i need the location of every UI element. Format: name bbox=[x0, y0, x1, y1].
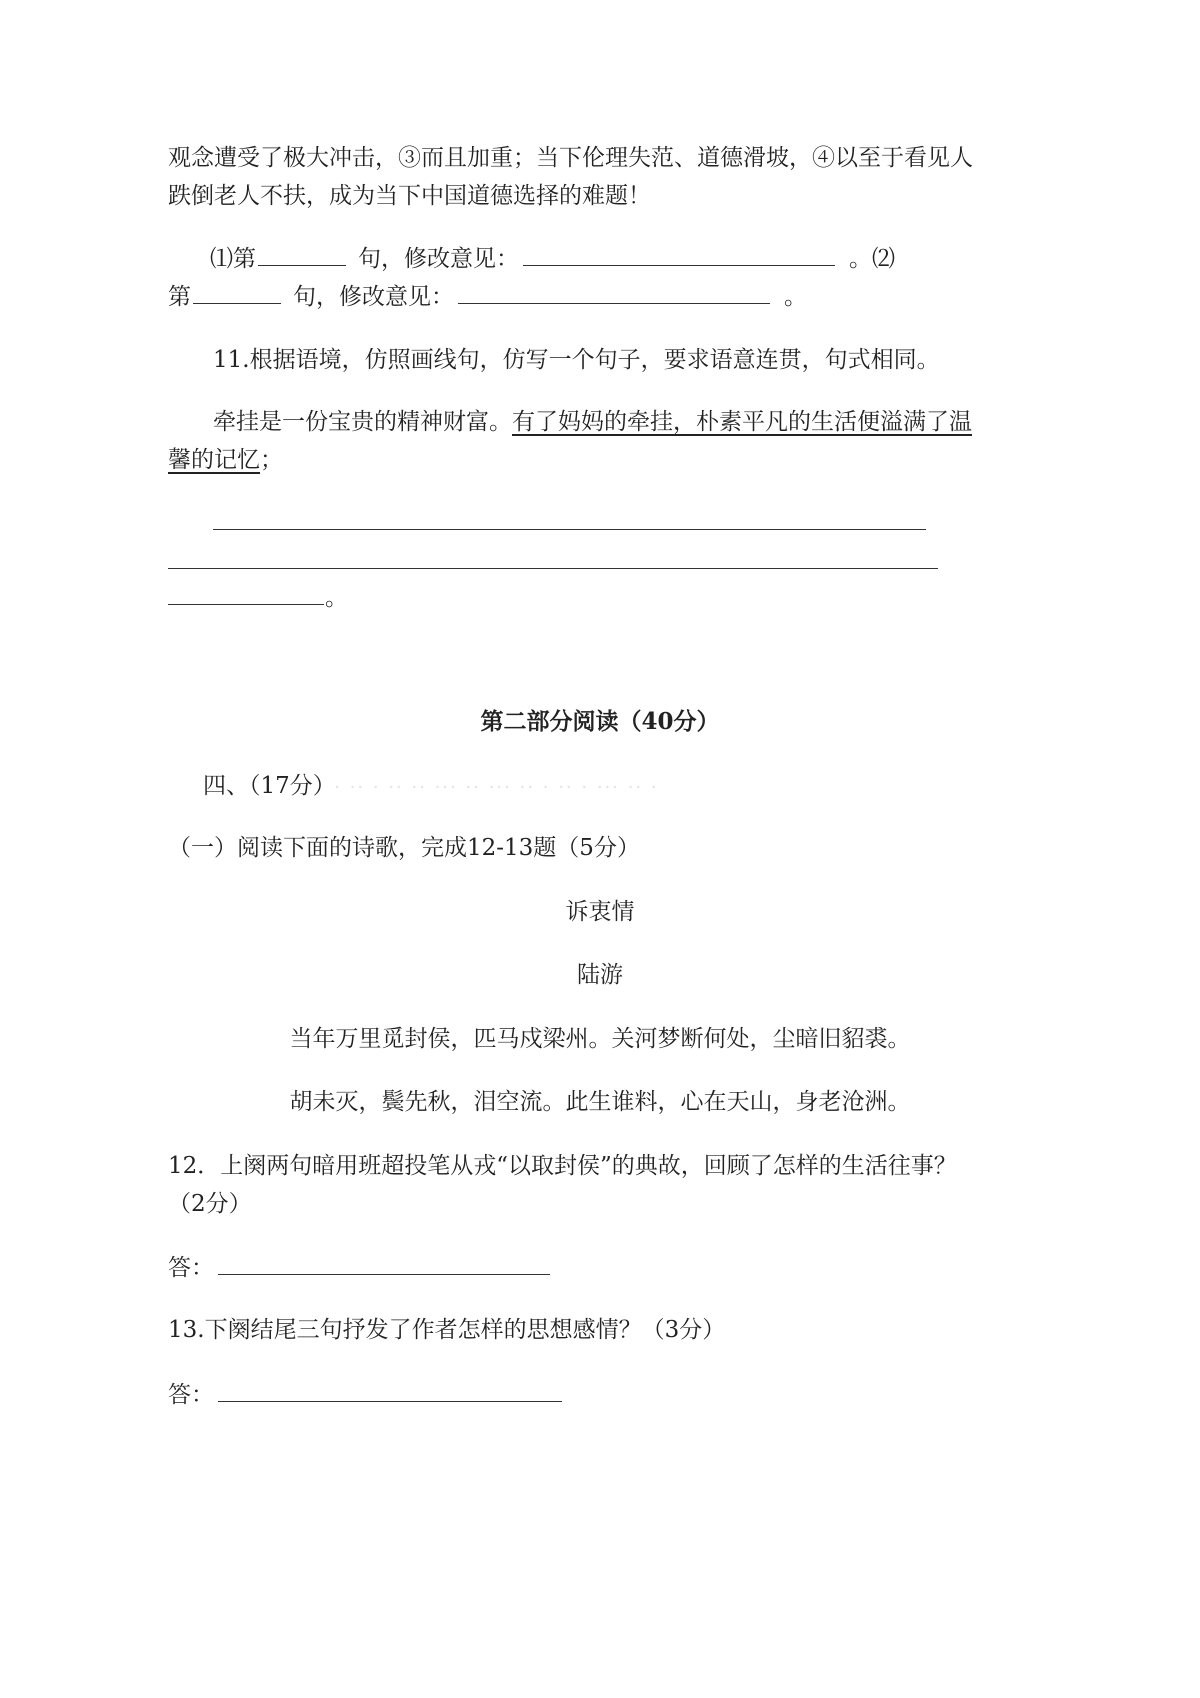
q11-prompt: 11.根据语境，仿照画线句，仿写一个句子，要求语意连贯，句式相同。 bbox=[213, 347, 940, 373]
q10-answer-row-1 bbox=[210, 243, 895, 274]
q10-sentence-number-blank-1[interactable] bbox=[258, 243, 346, 266]
q11-answer-end: 。 bbox=[325, 585, 348, 611]
q10-part2-prefix: 第 bbox=[168, 284, 191, 310]
q12-question-line-1: 12．上阕两句暗用班超投笔从戎“以取封侯”的典故，回顾了怎样的生活往事？ bbox=[168, 1153, 957, 1179]
q10-text-line-1: 观念遭受了极大冲击，③而且加重；当下伦理失范、道德滑坡，④以至于看见人 bbox=[168, 145, 973, 171]
q12-answer-label: 答： bbox=[168, 1255, 214, 1281]
q10-part1-end: 。⑵ bbox=[849, 246, 895, 272]
section-4-faded-text: · ·· · ·· ·· ··· ·· ··· ·· · ·· · ··· ·· · bbox=[334, 777, 659, 798]
q10-sentence-number-blank-2[interactable] bbox=[193, 281, 281, 304]
poem-line-2: 胡未灭，鬓先秋，泪空流。此生谁料，心在天山，身老沧洲。 bbox=[289, 1089, 911, 1115]
q11-underlined-sentence-part-2: 馨的记忆 bbox=[168, 447, 260, 473]
q11-context-plain: 牵挂是一份宝贵的精神财富。 bbox=[213, 409, 512, 435]
part2-title: 第二部分阅读（40分） bbox=[480, 708, 720, 735]
poem-title: 诉衷情 bbox=[565, 899, 635, 925]
q10-edit-label-1: 句，修改意见： bbox=[358, 246, 519, 272]
q10-text-line-2: 跌倒老人不扶，成为当下中国道德选择的难题！ bbox=[168, 183, 651, 209]
q11-context-line-1 bbox=[213, 407, 972, 437]
q12-answer-blank[interactable] bbox=[218, 1252, 550, 1275]
q11-answer-line-3[interactable] bbox=[168, 604, 324, 605]
q12-question-line-2: （2分） bbox=[168, 1191, 252, 1217]
poem-line-1: 当年万里觅封侯，匹马戍梁州。关河梦断何处，尘暗旧貂裘。 bbox=[289, 1026, 911, 1052]
poem-author: 陆游 bbox=[577, 962, 623, 988]
q13-question: 13.下阕结尾三句抒发了作者怎样的思想感情？（3分） bbox=[168, 1317, 726, 1343]
q10-edit-suggestion-blank-1[interactable] bbox=[523, 243, 835, 266]
q13-answer-label: 答： bbox=[168, 1382, 214, 1408]
section-4-heading bbox=[203, 771, 659, 803]
q11-context-line-2 bbox=[168, 445, 283, 475]
q11-answer-line-2[interactable] bbox=[168, 568, 938, 569]
q10-edit-label-2: 句，修改意见： bbox=[293, 284, 454, 310]
q10-edit-suggestion-blank-2[interactable] bbox=[458, 281, 770, 304]
q10-part2-end: 。 bbox=[784, 284, 807, 310]
q10-part1-prefix: ⑴第 bbox=[210, 246, 256, 272]
q11-answer-line-1[interactable] bbox=[213, 529, 926, 530]
q13-answer-row bbox=[168, 1379, 562, 1410]
q12-answer-row bbox=[168, 1252, 550, 1283]
q10-answer-row-2 bbox=[168, 281, 807, 312]
q13-answer-blank[interactable] bbox=[218, 1379, 562, 1402]
q11-context-end: ； bbox=[260, 447, 283, 473]
section-4-label: 四、（17分） bbox=[203, 773, 325, 799]
q11-underlined-sentence-part-1: 有了妈妈的牵挂，朴素平凡的生活便溢满了温 bbox=[512, 409, 972, 435]
subsection-1-heading: （一）阅读下面的诗歌，完成12-13题（5分） bbox=[168, 835, 640, 861]
